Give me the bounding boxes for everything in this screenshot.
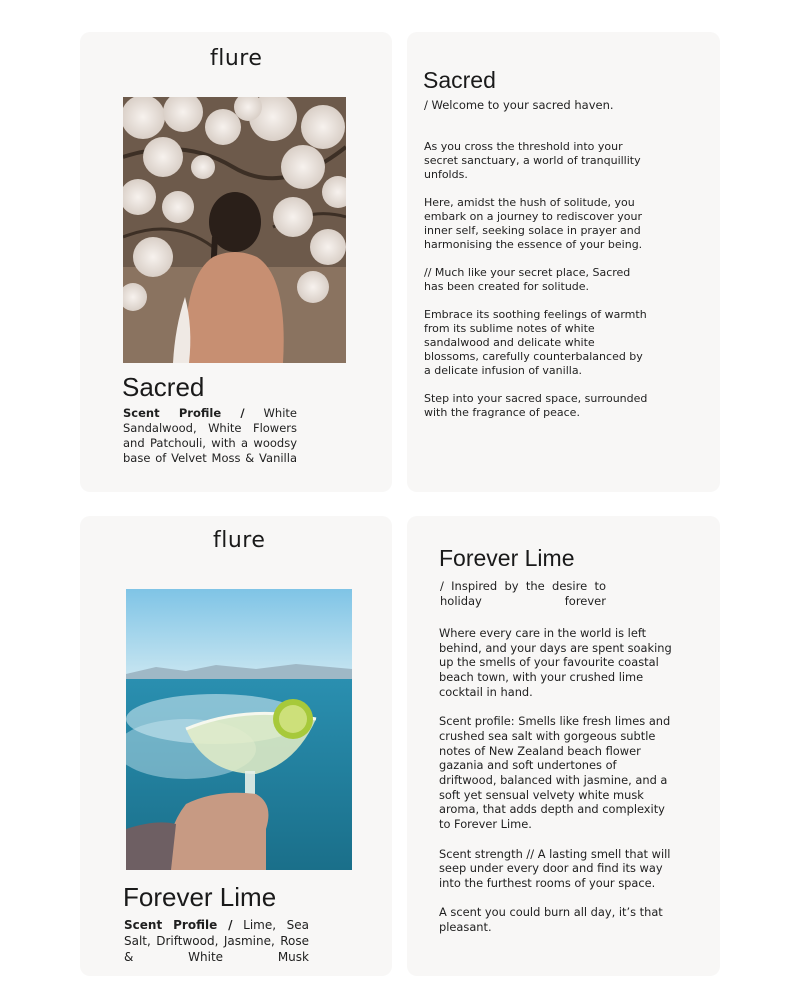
sacred-profile-notes: White Sandalwood, White Flowers and Patchouli, with a woodsy base of Velvet Moss & Vanilla xyxy=(123,406,297,465)
brand-logo: flure xyxy=(210,46,263,71)
forever-lime-story-body xyxy=(439,626,675,949)
forever-lime-product-card xyxy=(80,516,392,976)
forever-lime-paragraph: Where every care in the world is left behind, and your days are spent soaking up the smells of your favourite coastal beach town, with your crushed lime cocktail in hand. xyxy=(439,626,672,699)
sacred-paragraph: Here, amidst the hush of solitude, you embark on a journey to rediscover your inner self, seeking solace in prayer and harmonising the essence of your being. xyxy=(424,196,643,251)
sacred-paragraph: As you cross the threshold into your secret sanctuary, a world of tranquillity unfolds. xyxy=(424,140,641,181)
sacred-story-card xyxy=(407,32,720,492)
scent-profile-label: Scent Profile / xyxy=(124,918,233,932)
forever-lime-paragraph: Scent strength // A lasting smell that will seep under every door and find its way into the furthest rooms of your space. xyxy=(439,846,671,890)
forever-lime-scent-profile xyxy=(124,917,309,965)
sacred-paragraph: Step into your sacred space, surrounded with the fragrance of peace. xyxy=(424,392,648,419)
sacred-product-card xyxy=(80,32,392,492)
sacred-tagline: / Welcome to your sacred haven. xyxy=(424,98,614,112)
forever-lime-story-card xyxy=(407,516,720,976)
forever-lime-profile-notes: Lime, Sea Salt, Driftwood, Jasmine, Rose & White Musk xyxy=(124,918,309,964)
scent-profile-label: Scent Profile / xyxy=(123,406,245,420)
forever-lime-paragraph: A scent you could burn all day, it’s that pleasant. xyxy=(439,905,663,935)
forever-lime-story-title: Forever Lime xyxy=(439,545,575,571)
brand-logo: flure xyxy=(213,528,266,553)
sacred-card-title: Sacred xyxy=(122,372,205,402)
sacred-paragraph: // Much like your secret place, Sacred has been created for solitude. xyxy=(424,266,631,293)
sacred-scent-profile xyxy=(123,406,297,466)
forever-lime-paragraph: Scent profile: Smells like fresh limes and crushed sea salt with gorgeous subtle notes of New Zealand beach flower gazania and soft undertones of driftwood, balanced with jasmine, and a soft yet sensual velvety white musk aroma, that adds depth and complexity to Forever Lime. xyxy=(439,714,671,832)
forever-lime-card-title: Forever Lime xyxy=(123,882,277,912)
forever-lime-photo xyxy=(126,589,352,870)
sacred-photo xyxy=(123,97,346,363)
sacred-story-body xyxy=(424,140,652,434)
sacred-paragraph: Embrace its soothing feelings of warmth from its sublime notes of white sandalwood and delicate white blossoms, carefully counterbalanced by a delicate infusion of vanilla. xyxy=(424,308,647,377)
forever-lime-tagline: / Inspired by the desire to holiday forever xyxy=(440,579,606,608)
sacred-story-title: Sacred xyxy=(423,67,496,93)
